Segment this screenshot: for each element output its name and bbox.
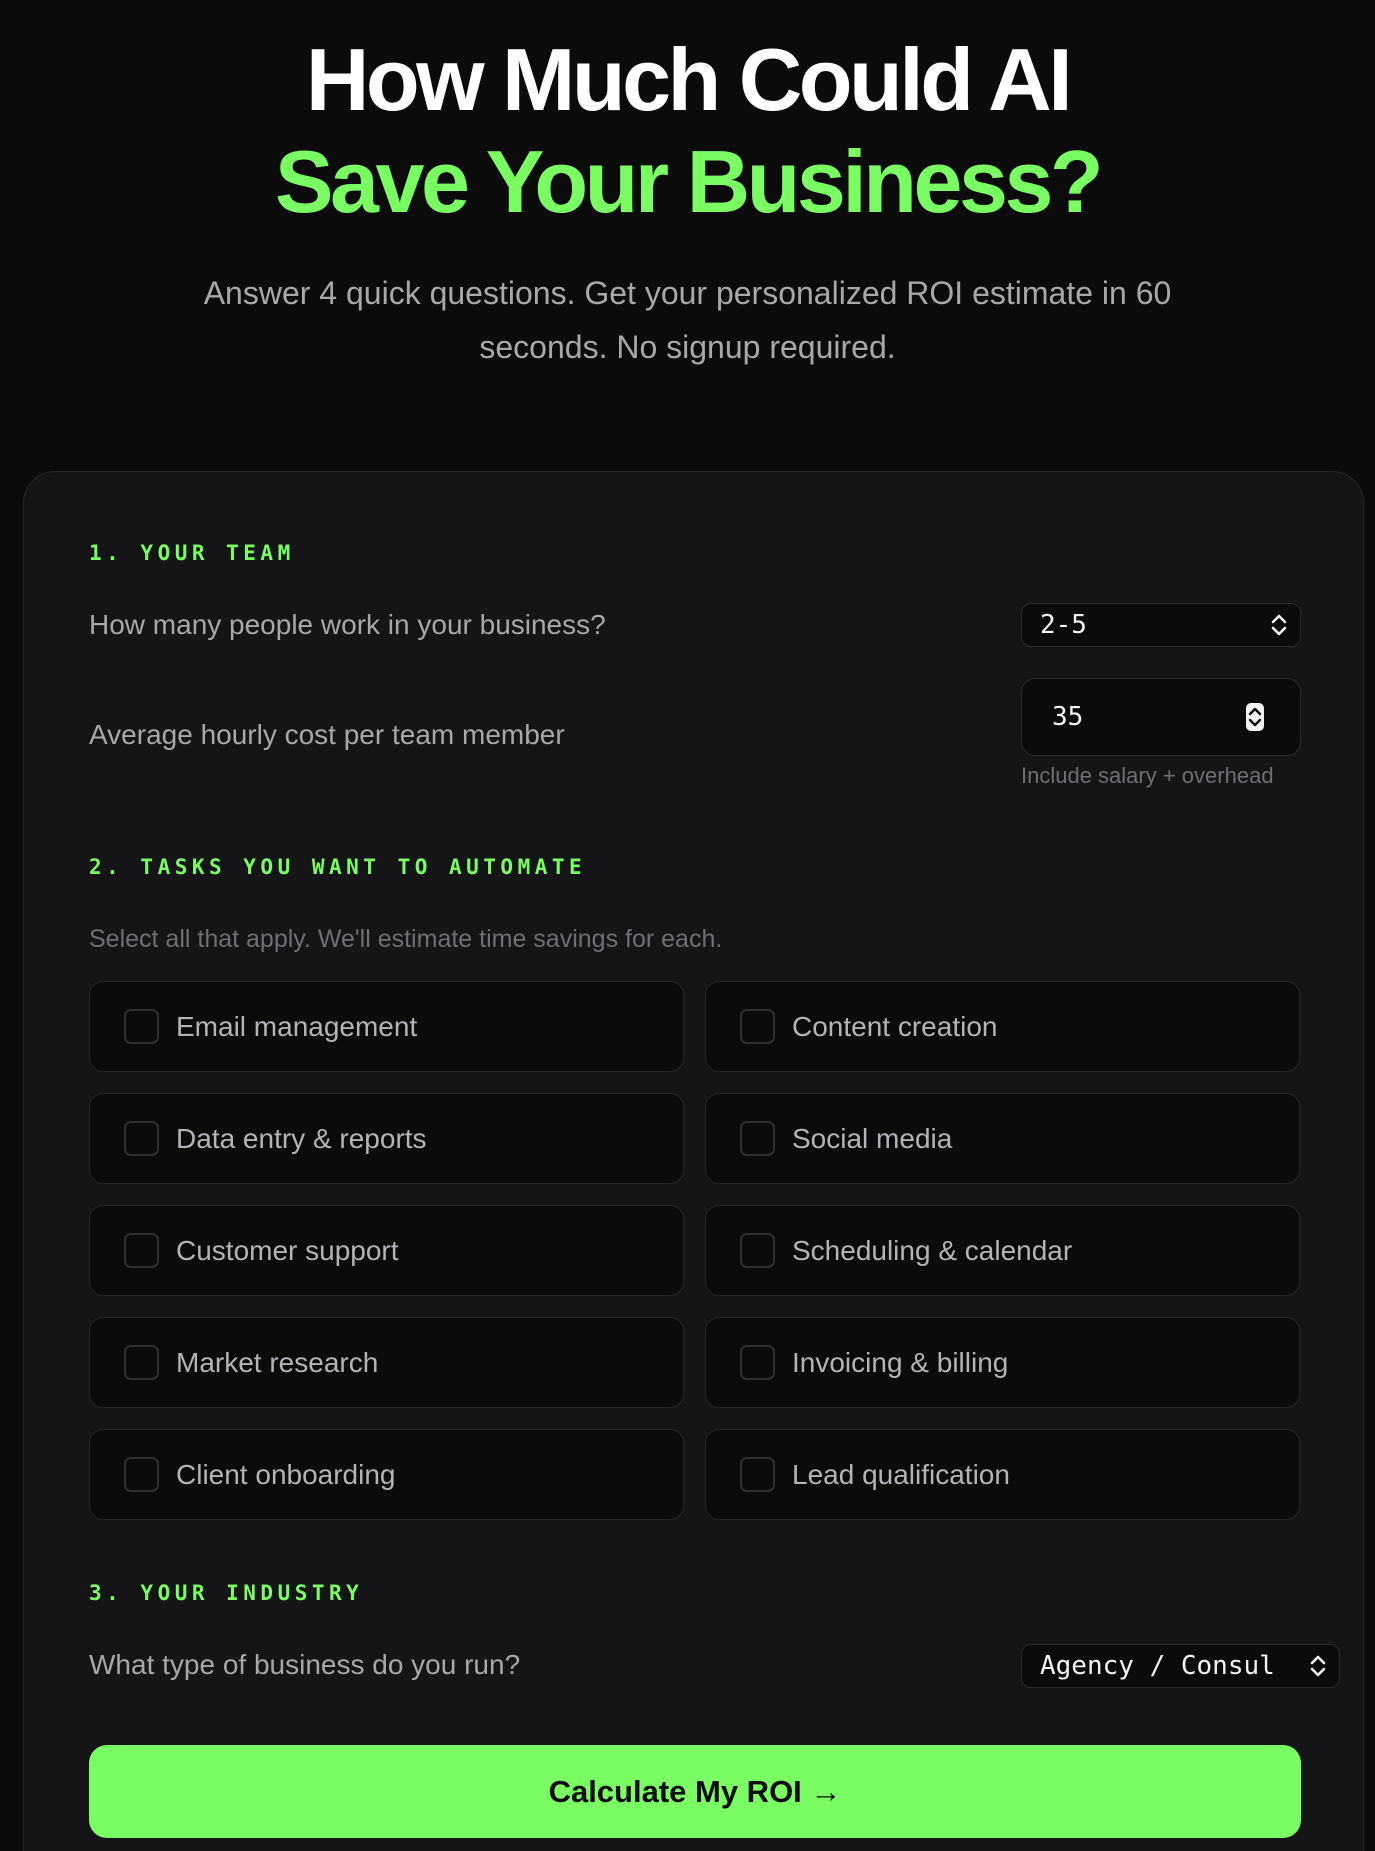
industry-select[interactable] [1021, 1644, 1340, 1688]
checkbox-icon[interactable] [740, 1345, 775, 1380]
team-size-label: How many people work in your business? [89, 609, 606, 640]
task-label: Data entry & reports [176, 1123, 427, 1154]
tasks-hint: Select all that apply. We'll estimate time savings for each. [89, 925, 723, 953]
task-label: Market research [176, 1347, 379, 1378]
task-label: Customer support [176, 1235, 399, 1266]
chevron-up-down-icon [1268, 613, 1290, 637]
spinner-icon[interactable] [1246, 703, 1264, 731]
page-title: How Much Could AI [305, 30, 1070, 129]
hourly-cost-input[interactable] [1021, 678, 1301, 756]
team-size-value: 2-5 [1040, 610, 1087, 640]
checkbox-icon[interactable] [124, 1009, 159, 1044]
checkbox-icon[interactable] [124, 1121, 159, 1156]
task-label: Invoicing & billing [792, 1347, 1009, 1378]
checkbox-icon[interactable] [740, 1009, 775, 1044]
task-label: Social media [792, 1123, 953, 1154]
section-title-tasks: 2. TASKS YOU WANT TO AUTOMATE [89, 855, 587, 879]
industry-label: What type of business do you run? [89, 1649, 521, 1680]
hourly-cost-label: Average hourly cost per team member [89, 719, 565, 750]
task-label: Email management [176, 1011, 418, 1042]
team-size-select[interactable] [1021, 603, 1301, 647]
task-option[interactable] [705, 1317, 1300, 1408]
task-option[interactable] [705, 1205, 1300, 1296]
checkbox-icon[interactable] [124, 1457, 159, 1492]
checkbox-icon[interactable] [740, 1233, 775, 1268]
task-label: Lead qualification [792, 1459, 1010, 1490]
task-label: Content creation [792, 1011, 998, 1042]
hourly-cost-value: 35 [1052, 702, 1084, 732]
task-option[interactable] [89, 1093, 684, 1184]
section-title-industry: 3. YOUR INDUSTRY [89, 1581, 364, 1605]
page-subtitle: Answer 4 quick questions. Get your personalized ROI estimate in 60 seconds. No signup required. [203, 275, 1172, 365]
checkbox-icon[interactable] [124, 1345, 159, 1380]
task-option[interactable] [89, 981, 684, 1072]
task-option[interactable] [705, 981, 1300, 1072]
task-option[interactable] [89, 1205, 684, 1296]
page-title-highlight: Save Your Business? [274, 132, 1101, 231]
chevron-up-down-icon [1307, 1654, 1329, 1678]
hourly-cost-hint: Include salary + overhead [1021, 763, 1274, 788]
industry-value: Agency / Consul [1040, 1651, 1275, 1681]
task-option[interactable] [705, 1093, 1300, 1184]
checkbox-icon[interactable] [740, 1457, 775, 1492]
task-label: Scheduling & calendar [792, 1235, 1073, 1266]
section-title-team: 1. YOUR TEAM [89, 541, 295, 565]
task-option[interactable] [705, 1429, 1300, 1520]
checkbox-icon[interactable] [740, 1121, 775, 1156]
task-option[interactable] [89, 1317, 684, 1408]
calculate-roi-button[interactable]: Calculate My ROI → [89, 1745, 1301, 1838]
task-label: Client onboarding [176, 1459, 396, 1490]
checkbox-icon[interactable] [124, 1233, 159, 1268]
task-option[interactable] [89, 1429, 684, 1520]
